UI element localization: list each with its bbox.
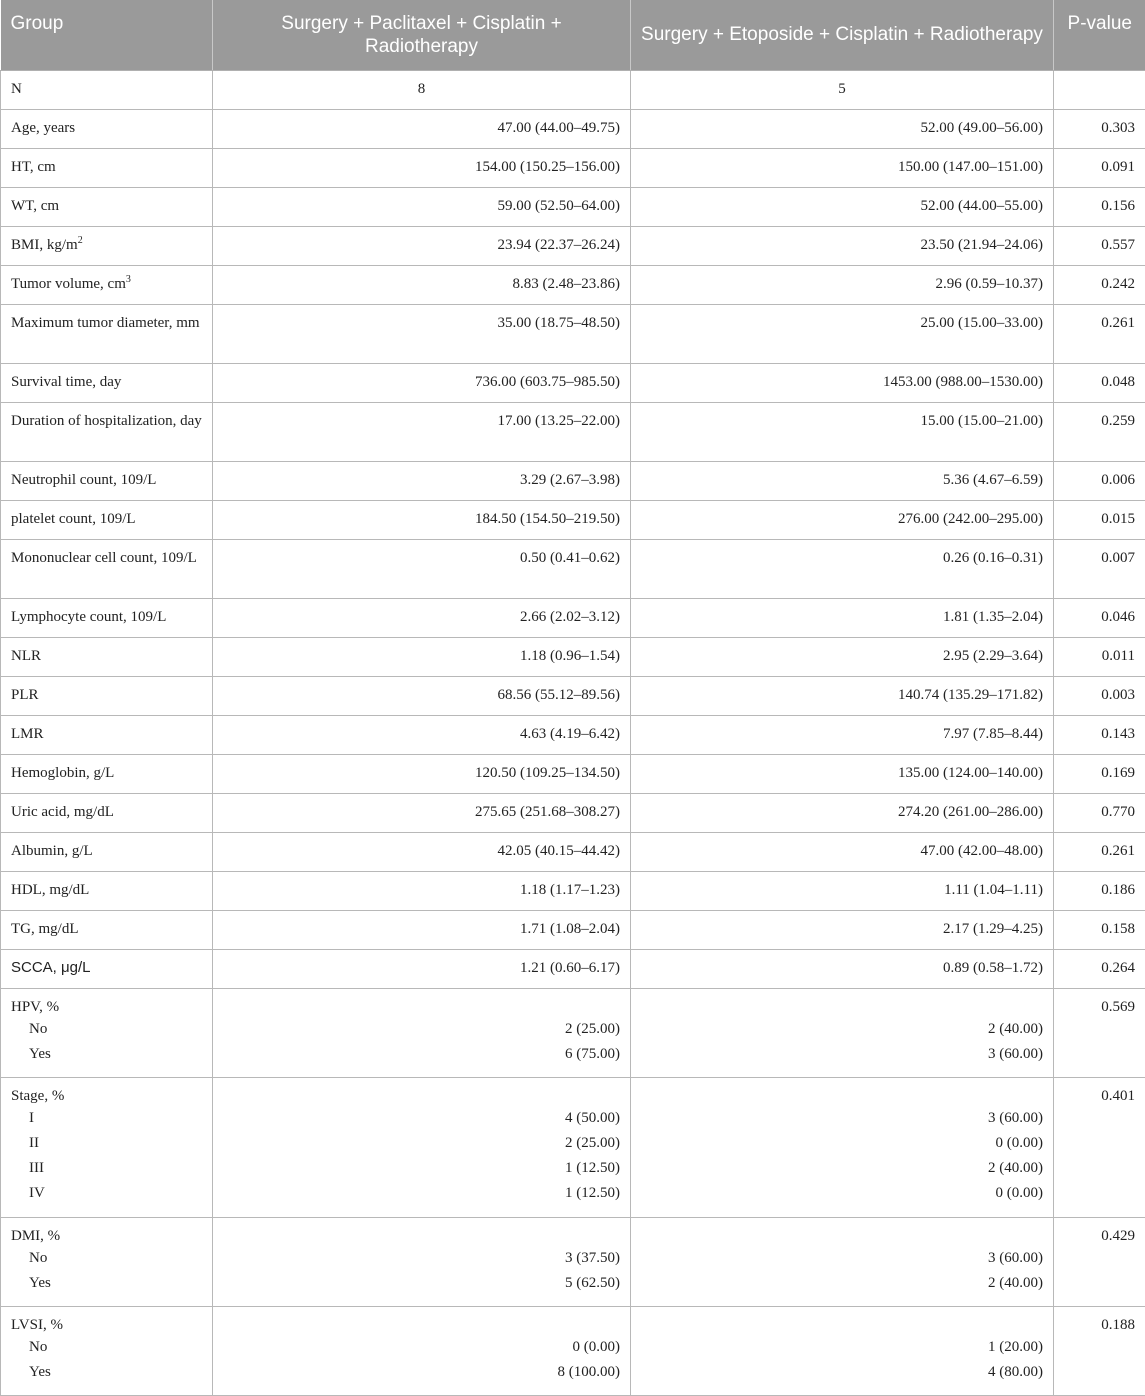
cell-col2: 5 bbox=[631, 70, 1054, 109]
cell-col1: 35.00 (18.75–48.50) bbox=[213, 304, 631, 363]
row-label-text: Duration of hospitalization, day bbox=[11, 413, 202, 429]
cell-p-value: 0.303 bbox=[1054, 109, 1145, 148]
cell-col2: 0.89 (0.58–1.72) bbox=[631, 949, 1054, 988]
cell-p-value: 0.188 bbox=[1054, 1306, 1145, 1395]
spacer bbox=[641, 997, 1043, 1017]
group-label-cell bbox=[1, 1306, 213, 1395]
group-item-value: 2 (25.00) bbox=[223, 1017, 620, 1042]
cell-col2: 52.00 (49.00–56.00) bbox=[631, 109, 1054, 148]
table-row-group bbox=[1, 1306, 1145, 1395]
table-row bbox=[1, 637, 1145, 676]
row-label bbox=[1, 715, 213, 754]
table-row bbox=[1, 715, 1145, 754]
group-item-value: 1 (20.00) bbox=[641, 1335, 1043, 1360]
table-row bbox=[1, 949, 1145, 988]
group-item-label: I bbox=[11, 1106, 202, 1131]
table-row bbox=[1, 304, 1145, 363]
cell-col1: 275.65 (251.68–308.27) bbox=[213, 793, 631, 832]
row-label bbox=[1, 265, 213, 304]
group-label: DMI, % bbox=[11, 1226, 202, 1246]
spacer bbox=[223, 997, 620, 1017]
cell-col1: 184.50 (154.50–219.50) bbox=[213, 500, 631, 539]
group-item-value: 4 (50.00) bbox=[223, 1106, 620, 1131]
cell-col2: 2.95 (2.29–3.64) bbox=[631, 637, 1054, 676]
group-item-label: IV bbox=[11, 1181, 202, 1206]
group-cell-col1 bbox=[213, 1306, 631, 1395]
group-item-value: 1 (12.50) bbox=[223, 1181, 620, 1206]
group-item-value: 2 (40.00) bbox=[641, 1271, 1043, 1296]
row-label-text: SCCA, μg/L bbox=[11, 959, 91, 976]
cell-col1: 1.71 (1.08–2.04) bbox=[213, 910, 631, 949]
cell-col2: 25.00 (15.00–33.00) bbox=[631, 304, 1054, 363]
cell-p-value: 0.007 bbox=[1054, 539, 1145, 598]
group-item-label: III bbox=[11, 1156, 202, 1181]
cell-p-value: 0.401 bbox=[1054, 1077, 1145, 1217]
cell-p-value: 0.429 bbox=[1054, 1217, 1145, 1306]
table-row bbox=[1, 910, 1145, 949]
table-row-n bbox=[1, 70, 1145, 109]
row-label bbox=[1, 187, 213, 226]
group-item-value: 0 (0.00) bbox=[641, 1181, 1043, 1206]
cell-p-value: 0.186 bbox=[1054, 871, 1145, 910]
cell-col1: 120.50 (109.25–134.50) bbox=[213, 754, 631, 793]
cell-col1: 42.05 (40.15–44.42) bbox=[213, 832, 631, 871]
table-row bbox=[1, 226, 1145, 265]
cell-p-value: 0.006 bbox=[1054, 461, 1145, 500]
group-cell-col2 bbox=[631, 988, 1054, 1077]
cell-col1: 8.83 (2.48–23.86) bbox=[213, 265, 631, 304]
row-label bbox=[1, 500, 213, 539]
cell-col2: 23.50 (21.94–24.06) bbox=[631, 226, 1054, 265]
cell-col1: 2.66 (2.02–3.12) bbox=[213, 598, 631, 637]
row-label-text: LMR bbox=[11, 726, 44, 742]
row-label bbox=[1, 793, 213, 832]
cell-col1: 3.29 (2.67–3.98) bbox=[213, 461, 631, 500]
cell-col2: 15.00 (15.00–21.00) bbox=[631, 402, 1054, 461]
row-label-text: Albumin, g/L bbox=[11, 843, 93, 859]
row-label bbox=[1, 461, 213, 500]
row-label bbox=[1, 832, 213, 871]
spacer bbox=[641, 1226, 1043, 1246]
spacer bbox=[223, 1226, 620, 1246]
row-label bbox=[1, 676, 213, 715]
row-label-text: Survival time, day bbox=[11, 374, 121, 390]
cell-p-value: 0.143 bbox=[1054, 715, 1145, 754]
cell-p-value: 0.261 bbox=[1054, 832, 1145, 871]
header-group: Group bbox=[1, 0, 213, 70]
group-label-cell bbox=[1, 1077, 213, 1217]
cell-col2: 1.11 (1.04–1.11) bbox=[631, 871, 1054, 910]
table-row-group bbox=[1, 1217, 1145, 1306]
group-item-label: No bbox=[11, 1246, 202, 1271]
table-row bbox=[1, 109, 1145, 148]
cell-col1: 736.00 (603.75–985.50) bbox=[213, 363, 631, 402]
cell-p-value bbox=[1054, 70, 1145, 109]
table-row bbox=[1, 754, 1145, 793]
table-row bbox=[1, 676, 1145, 715]
group-cell-col1 bbox=[213, 988, 631, 1077]
row-label bbox=[1, 910, 213, 949]
group-item-value: 3 (37.50) bbox=[223, 1246, 620, 1271]
cell-col1: 17.00 (13.25–22.00) bbox=[213, 402, 631, 461]
cell-p-value: 0.259 bbox=[1054, 402, 1145, 461]
table-row bbox=[1, 363, 1145, 402]
row-label bbox=[1, 637, 213, 676]
cell-p-value: 0.048 bbox=[1054, 363, 1145, 402]
row-label-text: Tumor volume, cm bbox=[11, 276, 126, 292]
group-item-value: 3 (60.00) bbox=[641, 1042, 1043, 1067]
group-item-value: 0 (0.00) bbox=[641, 1131, 1043, 1156]
cell-col1: 59.00 (52.50–64.00) bbox=[213, 187, 631, 226]
row-label-text: BMI, kg/m bbox=[11, 237, 78, 253]
row-label-text: Neutrophil count, 109/L bbox=[11, 472, 156, 488]
table-row bbox=[1, 402, 1145, 461]
spacer bbox=[223, 1086, 620, 1106]
table-row bbox=[1, 598, 1145, 637]
group-cell-col2 bbox=[631, 1217, 1054, 1306]
group-item-value: 6 (75.00) bbox=[223, 1042, 620, 1067]
row-label-text: PLR bbox=[11, 687, 39, 703]
row-label bbox=[1, 109, 213, 148]
group-cell-col2 bbox=[631, 1077, 1054, 1217]
table-row bbox=[1, 187, 1145, 226]
table-row bbox=[1, 148, 1145, 187]
group-label: LVSI, % bbox=[11, 1315, 202, 1335]
cell-col1: 4.63 (4.19–6.42) bbox=[213, 715, 631, 754]
cell-p-value: 0.264 bbox=[1054, 949, 1145, 988]
group-item-value: 2 (25.00) bbox=[223, 1131, 620, 1156]
row-label-text: Hemoglobin, g/L bbox=[11, 765, 114, 781]
row-label: N bbox=[1, 70, 213, 109]
row-label bbox=[1, 363, 213, 402]
cell-col1: 154.00 (150.25–156.00) bbox=[213, 148, 631, 187]
table-row bbox=[1, 265, 1145, 304]
group-label-cell bbox=[1, 988, 213, 1077]
cell-col1: 47.00 (44.00–49.75) bbox=[213, 109, 631, 148]
header-p-value: P-value bbox=[1054, 0, 1145, 70]
cell-p-value: 0.557 bbox=[1054, 226, 1145, 265]
header-etoposide-arm: Surgery + Etoposide + Cisplatin + Radiotherapy bbox=[631, 0, 1054, 70]
cell-col2: 52.00 (44.00–55.00) bbox=[631, 187, 1054, 226]
row-label-text: Maximum tumor diameter, mm bbox=[11, 315, 200, 331]
cell-col2: 47.00 (42.00–48.00) bbox=[631, 832, 1054, 871]
spacer bbox=[223, 1315, 620, 1335]
group-item-label: No bbox=[11, 1335, 202, 1360]
cell-col1: 1.21 (0.60–6.17) bbox=[213, 949, 631, 988]
group-item-value: 2 (40.00) bbox=[641, 1017, 1043, 1042]
cell-col1: 0.50 (0.41–0.62) bbox=[213, 539, 631, 598]
row-label-text: HT, cm bbox=[11, 159, 56, 175]
row-label-text: TG, mg/dL bbox=[11, 921, 79, 937]
spacer bbox=[641, 1315, 1043, 1335]
cell-p-value: 0.091 bbox=[1054, 148, 1145, 187]
table-header bbox=[1, 0, 1145, 70]
group-item-label: No bbox=[11, 1017, 202, 1042]
row-label bbox=[1, 402, 213, 461]
row-label-text: Age, years bbox=[11, 120, 75, 136]
row-label-text: WT, cm bbox=[11, 198, 59, 214]
header-paclitaxel-arm: Surgery + Paclitaxel + Cisplatin + Radiotherapy bbox=[213, 0, 631, 70]
table-row bbox=[1, 500, 1145, 539]
row-label bbox=[1, 539, 213, 598]
cell-col2: 2.96 (0.59–10.37) bbox=[631, 265, 1054, 304]
cell-col2: 1.81 (1.35–2.04) bbox=[631, 598, 1054, 637]
cell-p-value: 0.003 bbox=[1054, 676, 1145, 715]
row-label-text: NLR bbox=[11, 648, 41, 664]
group-cell-col1 bbox=[213, 1217, 631, 1306]
table-row-group bbox=[1, 1077, 1145, 1217]
cell-col1: 1.18 (0.96–1.54) bbox=[213, 637, 631, 676]
group-cell-col2 bbox=[631, 1306, 1054, 1395]
cell-col2: 276.00 (242.00–295.00) bbox=[631, 500, 1054, 539]
cell-p-value: 0.242 bbox=[1054, 265, 1145, 304]
unit-superscript: 2 bbox=[78, 235, 83, 246]
unit-superscript: 3 bbox=[126, 274, 131, 285]
row-label bbox=[1, 949, 213, 988]
cell-col2: 140.74 (135.29–171.82) bbox=[631, 676, 1054, 715]
cell-col2: 2.17 (1.29–4.25) bbox=[631, 910, 1054, 949]
group-item-label: Yes bbox=[11, 1042, 202, 1067]
spacer bbox=[641, 1086, 1043, 1106]
cell-col2: 274.20 (261.00–286.00) bbox=[631, 793, 1054, 832]
group-item-value: 3 (60.00) bbox=[641, 1246, 1043, 1271]
cell-col1: 1.18 (1.17–1.23) bbox=[213, 871, 631, 910]
group-item-value: 8 (100.00) bbox=[223, 1360, 620, 1385]
group-item-value: 5 (62.50) bbox=[223, 1271, 620, 1296]
cell-p-value: 0.169 bbox=[1054, 754, 1145, 793]
cell-p-value: 0.156 bbox=[1054, 187, 1145, 226]
table-row bbox=[1, 539, 1145, 598]
row-label bbox=[1, 871, 213, 910]
group-item-value: 4 (80.00) bbox=[641, 1360, 1043, 1385]
table-row bbox=[1, 871, 1145, 910]
cell-p-value: 0.261 bbox=[1054, 304, 1145, 363]
row-label bbox=[1, 598, 213, 637]
cell-col2: 150.00 (147.00–151.00) bbox=[631, 148, 1054, 187]
group-item-label: Yes bbox=[11, 1271, 202, 1296]
group-item-label: II bbox=[11, 1131, 202, 1156]
group-item-value: 0 (0.00) bbox=[223, 1335, 620, 1360]
row-label-text: HDL, mg/dL bbox=[11, 882, 89, 898]
cell-p-value: 0.015 bbox=[1054, 500, 1145, 539]
cell-col1: 8 bbox=[213, 70, 631, 109]
table-body bbox=[1, 70, 1145, 1395]
cell-p-value: 0.011 bbox=[1054, 637, 1145, 676]
group-item-value: 1 (12.50) bbox=[223, 1156, 620, 1181]
table-row-group bbox=[1, 988, 1145, 1077]
row-label-text: Mononuclear cell count, 109/L bbox=[11, 550, 197, 566]
cell-col2: 5.36 (4.67–6.59) bbox=[631, 461, 1054, 500]
table-row bbox=[1, 793, 1145, 832]
group-item-value: 3 (60.00) bbox=[641, 1106, 1043, 1131]
group-label: HPV, % bbox=[11, 997, 202, 1017]
group-label: Stage, % bbox=[11, 1086, 202, 1106]
row-label-text: Lymphocyte count, 109/L bbox=[11, 609, 166, 625]
cell-col2: 135.00 (124.00–140.00) bbox=[631, 754, 1054, 793]
cell-p-value: 0.569 bbox=[1054, 988, 1145, 1077]
row-label bbox=[1, 226, 213, 265]
cell-col2: 1453.00 (988.00–1530.00) bbox=[631, 363, 1054, 402]
row-label-text: platelet count, 109/L bbox=[11, 511, 136, 527]
group-cell-col1 bbox=[213, 1077, 631, 1217]
cell-p-value: 0.158 bbox=[1054, 910, 1145, 949]
group-label-cell bbox=[1, 1217, 213, 1306]
row-label-text: Uric acid, mg/dL bbox=[11, 804, 114, 820]
cell-col1: 23.94 (22.37–26.24) bbox=[213, 226, 631, 265]
cell-p-value: 0.046 bbox=[1054, 598, 1145, 637]
cell-col1: 68.56 (55.12–89.56) bbox=[213, 676, 631, 715]
cell-col2: 0.26 (0.16–0.31) bbox=[631, 539, 1054, 598]
table-row bbox=[1, 832, 1145, 871]
row-label bbox=[1, 304, 213, 363]
cell-col2: 7.97 (7.85–8.44) bbox=[631, 715, 1054, 754]
group-item-value: 2 (40.00) bbox=[641, 1156, 1043, 1181]
cell-p-value: 0.770 bbox=[1054, 793, 1145, 832]
table-row bbox=[1, 461, 1145, 500]
row-label bbox=[1, 148, 213, 187]
row-label bbox=[1, 754, 213, 793]
group-item-label: Yes bbox=[11, 1360, 202, 1385]
